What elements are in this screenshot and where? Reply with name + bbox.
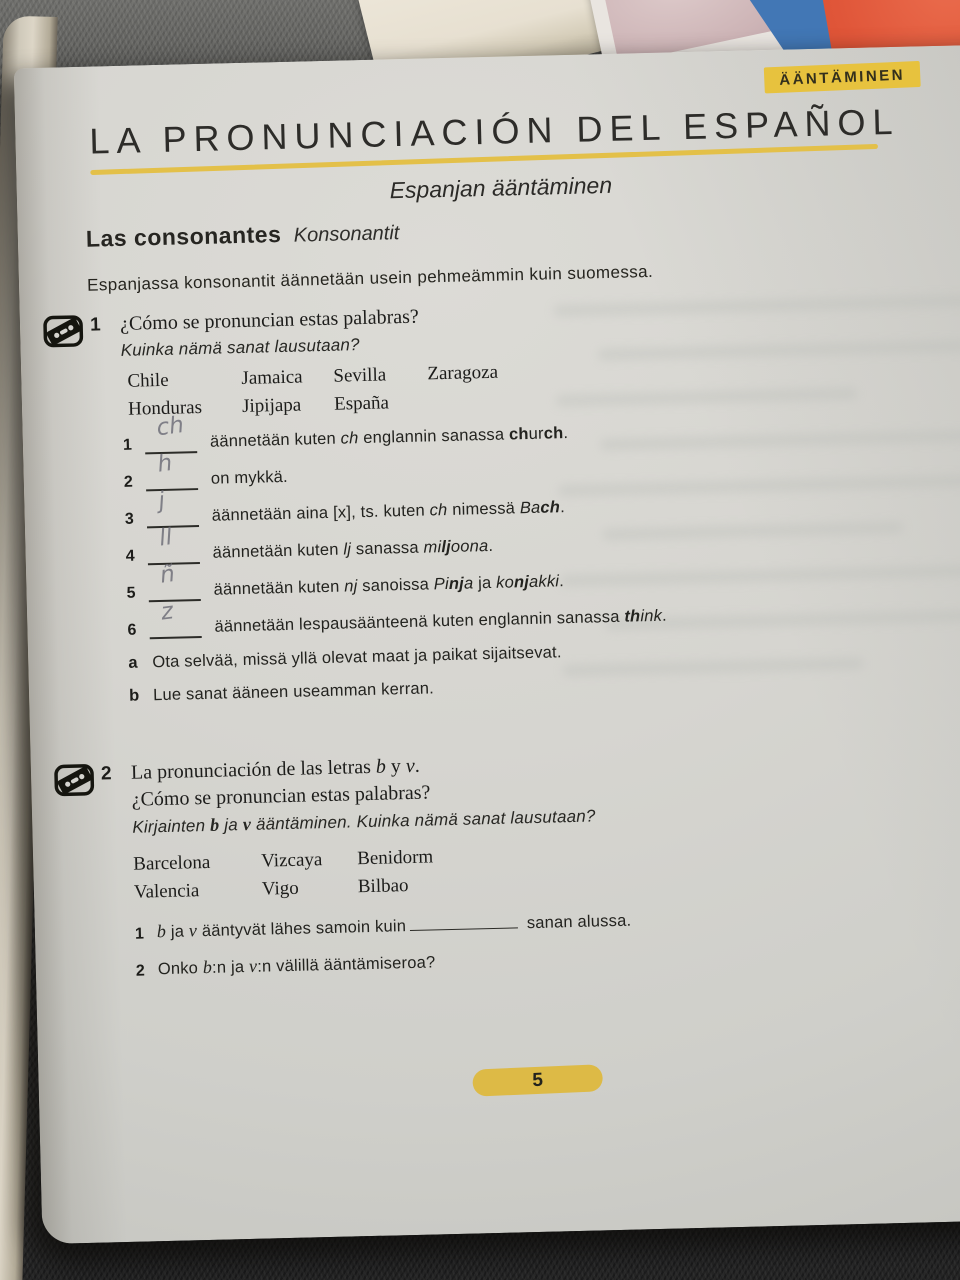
text-segment: on mykkä. <box>210 467 289 488</box>
text-segment: mi <box>423 538 442 557</box>
text-segment: nimessä <box>447 499 521 519</box>
exercise-number: 1 <box>89 314 101 336</box>
answer-blank <box>146 487 199 528</box>
place-name: Benidorm <box>356 846 434 870</box>
subitem-label: b <box>128 686 140 705</box>
page-subtitle: Espanjan ääntäminen <box>389 171 613 204</box>
exercise-item <box>126 558 960 603</box>
corner-tag-row <box>82 62 920 108</box>
item-text <box>213 570 564 601</box>
item-text <box>211 466 289 490</box>
handwritten-answer: ll <box>157 524 174 552</box>
text-segment: äännetään kuten <box>212 540 344 562</box>
text-segment: äännetään lespausäänteenä kuten englannin sanassa <box>214 607 625 636</box>
exercise2-question-es: ¿Cómo se pronuncian estas palabras? <box>131 781 431 811</box>
text-segment: v <box>188 920 198 941</box>
text-segment: ch <box>540 498 561 517</box>
text-segment: v <box>248 955 258 976</box>
handwritten-answer: h <box>155 450 174 478</box>
text-segment: Onko <box>157 959 204 979</box>
place-name: Jamaica <box>241 366 303 389</box>
text-segment: v <box>405 754 416 778</box>
text-segment: :n välillä ääntämiseroa? <box>257 953 436 976</box>
item-text <box>214 605 667 638</box>
text-segment: englannin sanassa <box>358 425 510 448</box>
exercise2-items <box>135 899 960 981</box>
text-segment: äännetään kuten <box>213 577 345 599</box>
place-name: Honduras <box>127 396 203 420</box>
text-segment: ja <box>473 573 497 593</box>
subitem-text: Ota selvää, missä yllä olevat maat ja paikat sijaitsevat. <box>152 643 562 672</box>
text-segment: Pi <box>433 574 450 594</box>
exercise-1 <box>88 292 960 706</box>
text-segment: nj <box>513 573 530 592</box>
handwritten-answer: z <box>159 598 175 626</box>
text-segment: ch <box>429 500 448 520</box>
text-segment: b <box>209 814 220 835</box>
text-segment: oona <box>450 536 489 556</box>
text-segment: ch <box>543 424 564 443</box>
item-number: 2 <box>123 473 134 491</box>
answer-blank <box>147 524 200 565</box>
page-number-row <box>96 1056 960 1105</box>
exercise-2 <box>99 741 960 981</box>
exercise1-subitems <box>128 633 960 706</box>
text-segment: ch <box>340 429 359 448</box>
text-segment: . <box>559 498 566 517</box>
text-segment: b <box>156 920 167 942</box>
text-segment: . <box>414 754 421 777</box>
text-segment: Kirjainten <box>132 815 211 837</box>
item-number: 4 <box>125 547 135 565</box>
exercise-item <box>135 899 960 944</box>
exercise1-question-es: ¿Cómo se pronuncian estas palabras? <box>119 305 420 335</box>
fill-in-blank <box>410 912 518 931</box>
item-text <box>212 535 493 564</box>
exercise1-question-fi: Kuinka nämä sanat lausutaan? <box>120 335 360 360</box>
text-segment: . <box>661 606 668 625</box>
text-segment: b <box>202 956 213 978</box>
text-segment: v <box>242 813 252 835</box>
textbook-page <box>14 44 960 1244</box>
item-text <box>157 909 632 944</box>
text-segment: a <box>463 574 474 593</box>
text-segment: äännetään kuten <box>209 429 341 451</box>
item-number: 2 <box>135 962 145 980</box>
text-segment: b <box>375 755 387 778</box>
text-segment: ch <box>508 424 529 444</box>
answer-blank <box>149 598 202 639</box>
page-number-pill: 5 <box>472 1064 603 1096</box>
exercise-item <box>127 595 960 640</box>
exercise1-items <box>123 410 960 640</box>
item-number: 5 <box>126 584 136 602</box>
subitem-label: a <box>128 653 138 672</box>
exercise1-word-grid <box>127 350 960 421</box>
answer-blank <box>148 561 201 602</box>
text-segment: ur <box>528 424 544 443</box>
exercise-subitem <box>129 666 960 706</box>
text-segment: th <box>624 607 641 626</box>
text-segment: sanassa <box>350 538 424 559</box>
exercise-subitem <box>128 633 960 673</box>
text-segment: ink <box>640 606 663 626</box>
text-segment: Ba <box>519 498 541 518</box>
answer-blank <box>145 412 198 454</box>
section-heading-es: Las consonantes <box>85 220 282 252</box>
text-segment: nj <box>448 574 465 593</box>
text-segment: ko <box>495 573 515 592</box>
place-name: Chile <box>127 369 169 392</box>
item-text <box>158 950 436 980</box>
place-name: Valencia <box>133 880 200 903</box>
item-number: 1 <box>122 436 133 454</box>
place-name: Bilbao <box>357 875 409 898</box>
text-segment: ja <box>165 922 190 941</box>
handwritten-answer: ch <box>155 412 186 442</box>
exercise2-word-grid <box>133 833 960 904</box>
text-segment: . <box>488 536 494 555</box>
exercise-item <box>124 447 960 492</box>
place-name: Vizcaya <box>260 849 323 872</box>
text-segment: ääntyvät lähes samoin kuin <box>196 917 407 941</box>
handwritten-answer: ñ <box>158 561 177 589</box>
text-segment: äännetään aina [x], ts. kuten <box>211 501 430 525</box>
place-name: Barcelona <box>133 851 211 875</box>
item-text <box>212 496 566 527</box>
text-segment: lj <box>441 537 452 557</box>
subitem-text: Lue sanat ääneen useamman kerran. <box>152 679 435 705</box>
place-name: Jipijapa <box>241 394 302 417</box>
text-segment: sanoissa <box>357 575 435 596</box>
item-number: 1 <box>134 925 145 943</box>
cassette-listening-icon <box>42 309 87 355</box>
item-text <box>210 422 569 453</box>
text-segment: y <box>385 755 407 778</box>
text-segment: ääntäminen. Kuinka nämä sanat lausutaan? <box>250 806 596 834</box>
handwritten-answer: j <box>156 487 167 515</box>
answer-blank <box>146 450 199 491</box>
text-segment: . <box>563 424 569 443</box>
section-heading <box>86 204 960 253</box>
text-segment: nj <box>344 577 358 596</box>
text-segment: ja <box>219 815 244 835</box>
exercise-number: 2 <box>100 763 112 785</box>
place-name: Zaragoza <box>427 361 499 385</box>
place-name: Vigo <box>261 877 300 900</box>
place-name: Sevilla <box>333 364 387 387</box>
exercise-item <box>125 521 960 566</box>
text-segment: La pronunciación de las letras <box>130 755 377 784</box>
intro-paragraph: Espanjassa konsonantit äännetään usein pehmeämmin kuin suomessa. <box>86 261 654 295</box>
exercise-item <box>124 484 960 529</box>
cassette-listening-icon <box>53 758 98 804</box>
text-segment: lj <box>343 540 352 559</box>
text-segment: . <box>558 572 565 591</box>
page-title: LA PRONUNCIACIÓN DEL ESPAÑOL <box>88 100 900 162</box>
place-name: España <box>333 392 390 415</box>
item-number: 3 <box>124 510 134 528</box>
text-segment: sanan alussa. <box>521 911 632 933</box>
text-segment: :n ja <box>211 957 250 977</box>
text-segment: akki <box>528 572 560 592</box>
page-content <box>14 44 960 1244</box>
section-heading-fi: Konsonantit <box>293 222 400 247</box>
item-number: 6 <box>127 621 137 639</box>
chapter-tag: ÄÄNTÄMINEN <box>764 61 921 94</box>
exercise-item <box>136 936 960 981</box>
